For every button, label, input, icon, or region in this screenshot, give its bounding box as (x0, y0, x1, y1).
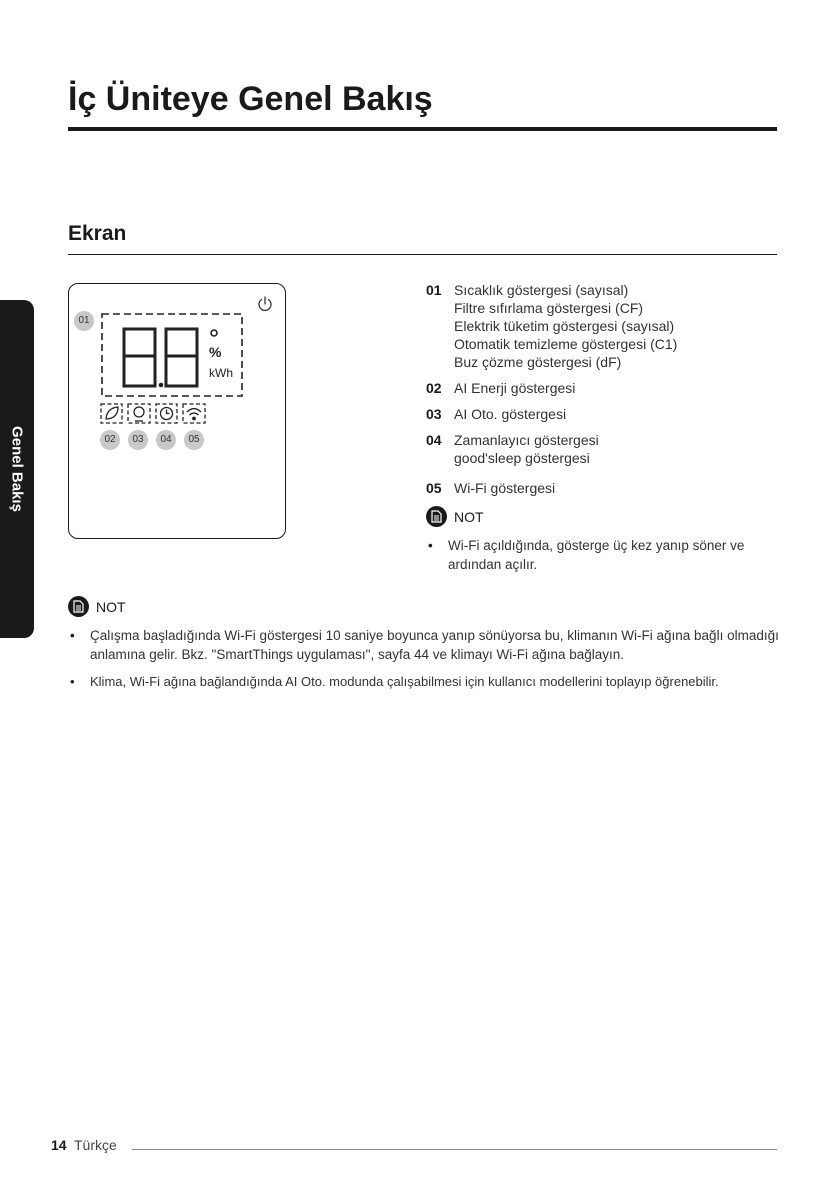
indicator-01 (426, 281, 786, 371)
side-section-tab (0, 300, 34, 638)
indicator-number: 04 (426, 432, 442, 448)
display-illustration (69, 284, 287, 540)
indicator-line: Zamanlayıcı göstergesi (454, 432, 599, 448)
page-number: 14 (51, 1137, 67, 1153)
badge-02: 02 (100, 430, 120, 450)
section-divider (68, 254, 777, 255)
indicator-list (426, 281, 786, 505)
main-note-bullet: • Çalışma başladığında Wi-Fi göstergesi 10 saniye boyunca yanıp sönüyorsa bu, klimanın Wi-Fi ağına bağlı olmadığı anlamına gelir. Bkz. "SmartThings uygulaması", sayfa 44 ve klimayı Wi-Fi ağına bağlayın. (68, 626, 780, 664)
indicator-03 (426, 405, 786, 423)
icon-row (101, 404, 205, 423)
badge-01: 01 (74, 311, 94, 331)
footer-divider (132, 1149, 777, 1150)
indicator-number: 01 (426, 282, 442, 298)
indicator-line: Otomatik temizleme göstergesi (C1) (454, 336, 678, 352)
section-title: Ekran (68, 222, 127, 245)
seven-segment-digits (124, 329, 197, 386)
main-note-bullet: • Klima, Wi-Fi ağına bağlandığında AI Oto. modunda çalışabilmesi için kullanıcı modellerini toplayıp öğrenebilir. (68, 672, 810, 691)
badge-03: 03 (128, 430, 148, 450)
badge-04: 04 (156, 430, 176, 450)
power-icon (259, 297, 271, 310)
indicator-04 (426, 431, 786, 467)
inline-note-bullet: • Wi-Fi açıldığında, gösterge üç kez yanıp söner ve ardından açılır. (426, 536, 793, 574)
display-panel (68, 283, 286, 539)
indicator-line: Elektrik tüketim göstergesi (sayısal) (454, 318, 675, 334)
indicator-line: Wi-Fi göstergesi (454, 480, 556, 496)
indicator-line: AI Oto. göstergesi (454, 406, 567, 422)
inline-note-header (426, 506, 484, 527)
note-icon (426, 506, 447, 527)
note-label: NOT (454, 508, 484, 525)
note-icon (68, 596, 89, 617)
indicator-line: Sıcaklık göstergesi (sayısal) (454, 282, 629, 298)
indicator-number: 02 (426, 380, 442, 396)
indicator-number: 05 (426, 480, 442, 496)
main-note-header (68, 596, 126, 617)
indicator-line: good'sleep göstergesi (454, 450, 590, 466)
page-title: İç Üniteye Genel Bakış (68, 80, 433, 118)
percent-label: % (209, 344, 222, 360)
kwh-label: kWh (209, 366, 233, 380)
note-label: NOT (96, 598, 126, 615)
indicator-line: Buz çözme göstergesi (dF) (454, 354, 622, 370)
badge-05: 05 (184, 430, 204, 450)
indicator-number: 03 (426, 406, 442, 422)
indicator-line: Filtre sıfırlama göstergesi (CF) (454, 300, 644, 316)
title-divider (68, 127, 777, 131)
side-tab-label: Genel Bakış (8, 426, 26, 512)
degree-mark (211, 330, 217, 336)
indicator-02 (426, 379, 786, 397)
indicator-line: AI Enerji göstergesi (454, 380, 576, 396)
indicator-05 (426, 479, 786, 497)
footer-language: Türkçe (74, 1137, 117, 1153)
decimal-point (159, 383, 164, 388)
